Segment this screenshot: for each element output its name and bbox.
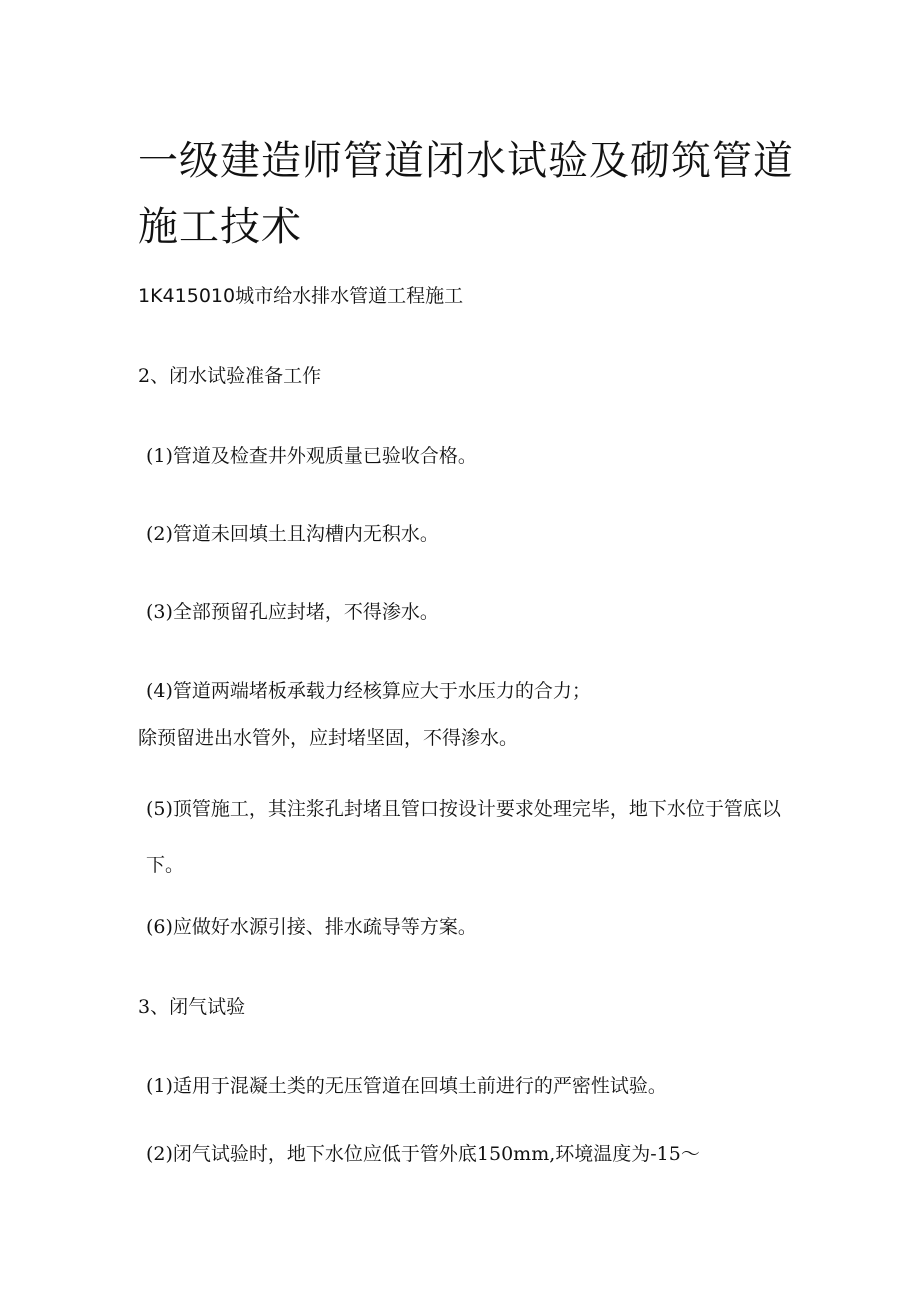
heading-closed-water-test-preparation: 2、闭水试验准备工作 xyxy=(138,365,322,387)
list-item: (4)管道两端堵板承载力经核算应大于水压力的合力； xyxy=(146,680,591,702)
list-item: (3)全部预留孔应封堵，不得渗水。 xyxy=(146,601,439,623)
list-item: (1)适用于混凝土类的无压管道在回填土前进行的严密性试验。 xyxy=(146,1075,667,1097)
section-code: 1K415010城市给水排水管道工程施工 xyxy=(138,285,464,307)
list-item: (5)顶管施工，其注浆孔封堵且管口按设计要求处理完毕，地下水位于管底以下。 xyxy=(146,798,781,876)
list-item: (2)闭气试验时，地下水位应低于管外底150mm,环境温度为-15～ xyxy=(146,1143,700,1165)
heading-closed-air-test: 3、闭气试验 xyxy=(138,996,246,1018)
document-title: 一级建造师管道闭水试验及砌筑管道施工技术 xyxy=(138,138,794,250)
list-item: (6)应做好水源引接、排水疏导等方案。 xyxy=(146,916,477,938)
list-item: (2)管道未回填土且沟槽内无积水。 xyxy=(146,523,439,545)
list-item: (1)管道及检查井外观质量已验收合格。 xyxy=(146,445,477,467)
list-item-continuation: 除预留进出水管外，应封堵坚固，不得渗水。 xyxy=(138,727,519,749)
